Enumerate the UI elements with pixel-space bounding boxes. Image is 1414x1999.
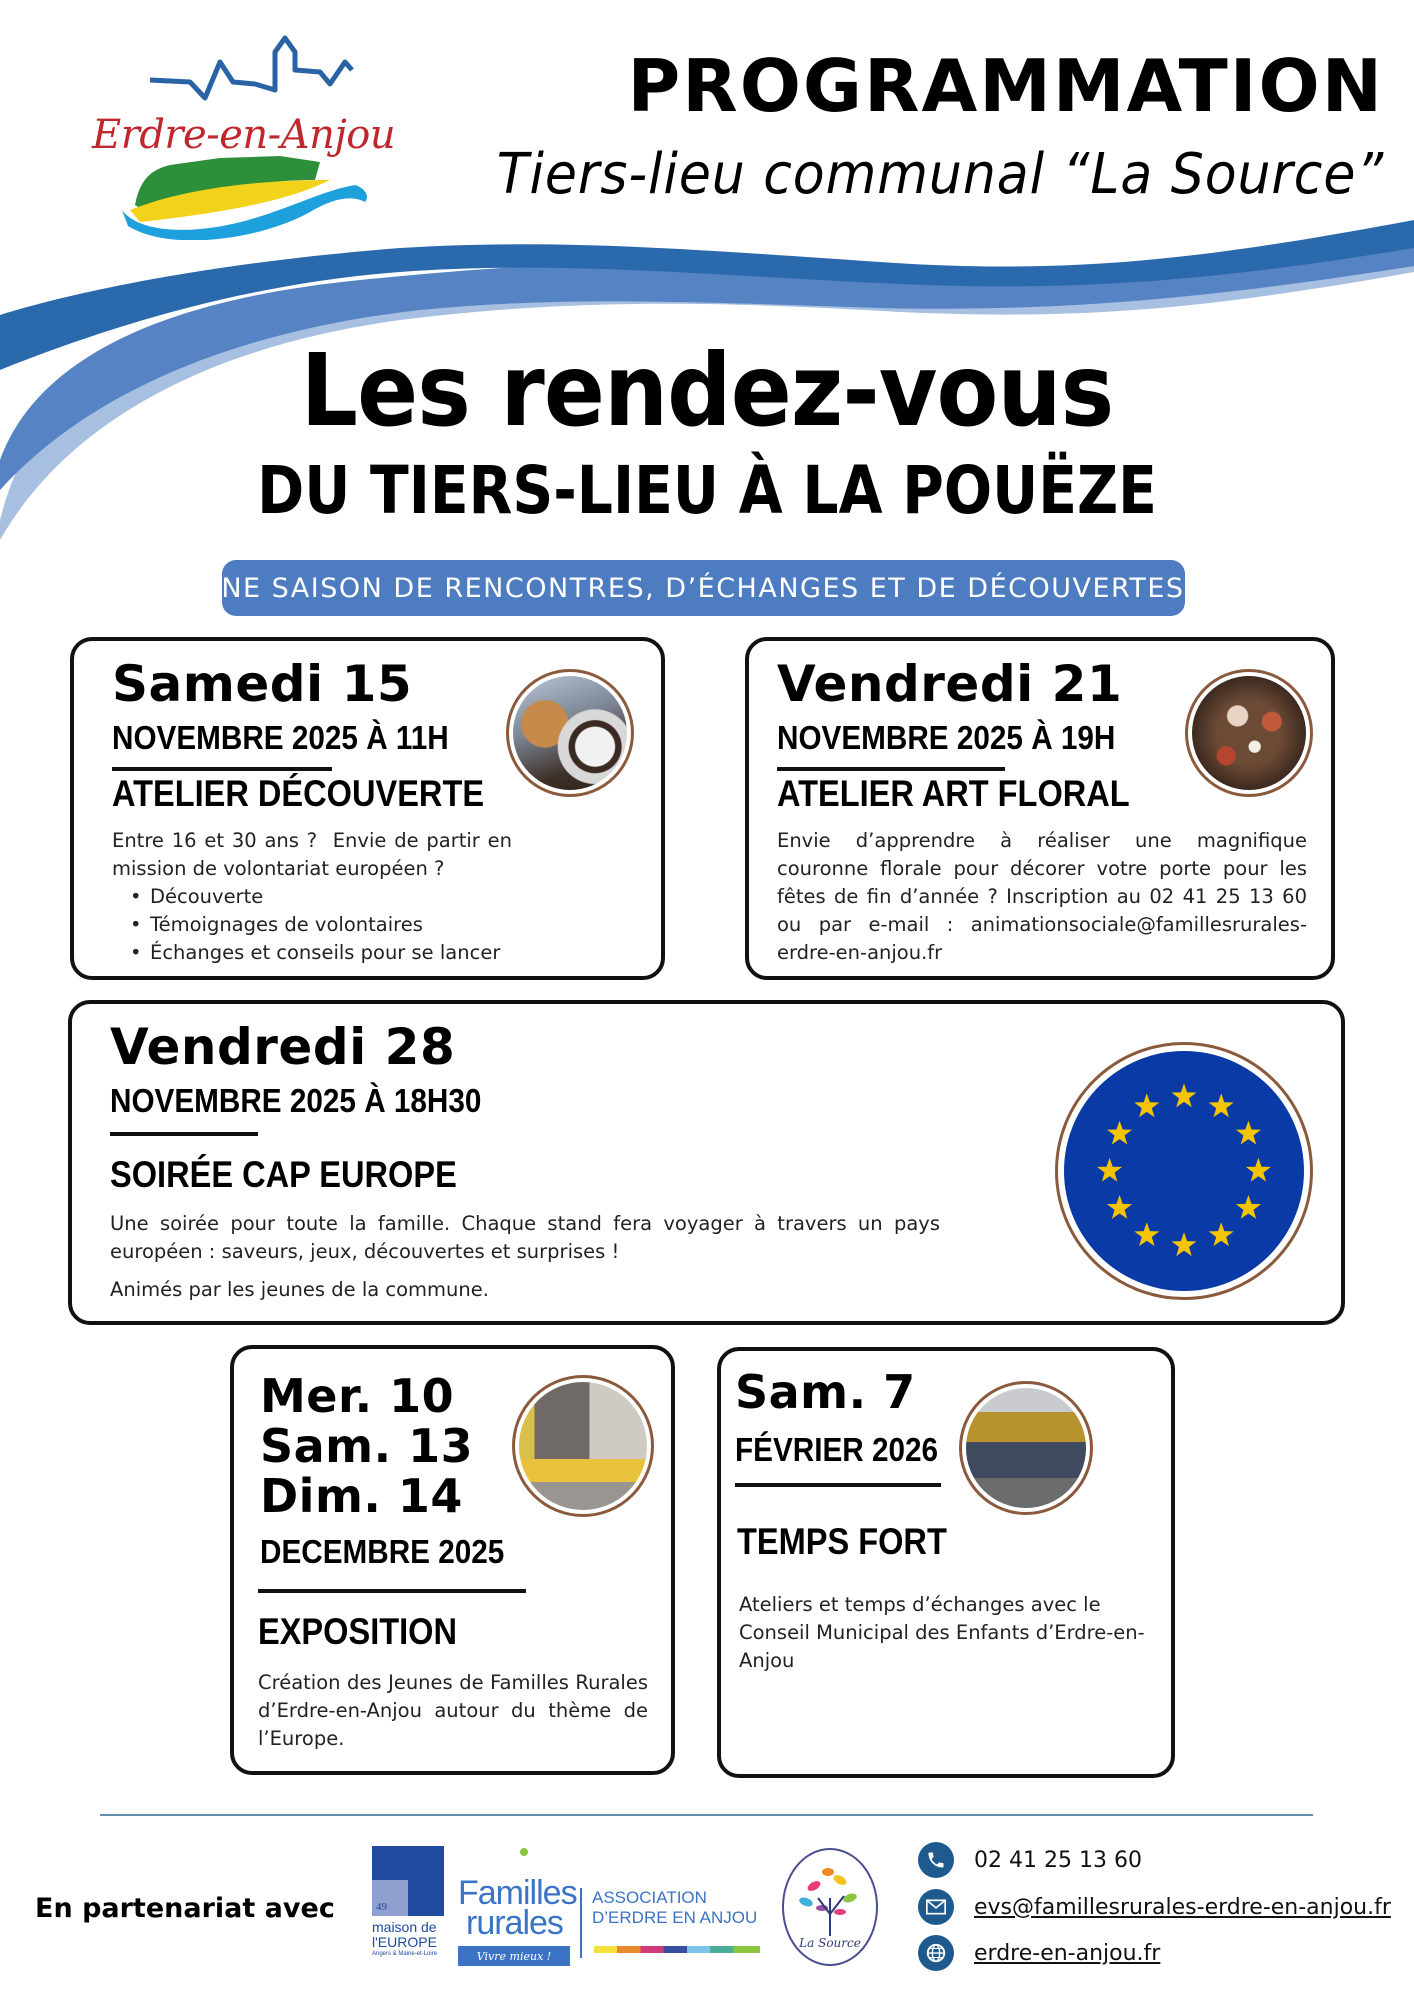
phone-icon	[918, 1842, 954, 1878]
maison-europe-tagline: Angers & Maine-et-Loire	[372, 1951, 438, 1957]
eu-star-icon	[1209, 1222, 1234, 1246]
event-day: Sam. 7	[735, 1365, 916, 1419]
event-description: Entre 16 et 30 ans ? Envie de partir en mission de volontariat européen ?	[112, 829, 512, 880]
maison-europe-line2: l'EUROPE	[372, 1934, 437, 1950]
contact-email[interactable]	[918, 1889, 1391, 1925]
event-description-secondary: Animés par les jeunes de la commune.	[110, 1278, 489, 1301]
website-link[interactable]: erdre-en-anjou.fr	[974, 1940, 1161, 1966]
event-description: Envie d’apprendre à réaliser une magnifique couronne florale pour décorer votre porte pour les fêtes de fin d’année ? Inscription au 02 41 25 13 60 ou par e-mail : animationsociale@famillesrurales-erdre-en-anjou.fr	[777, 829, 1307, 964]
event-day: Samedi 15	[112, 655, 413, 713]
color-stripe	[594, 1946, 760, 1953]
hero-title: Les rendez-vous	[300, 332, 1114, 449]
event-card-exposition	[230, 1345, 675, 1775]
eu-flag-graphic	[1064, 1051, 1304, 1291]
event-card-atelier-decouverte	[70, 637, 665, 980]
page-title: PROGRAMMATION	[627, 44, 1384, 128]
event-card-temps-fort	[717, 1347, 1175, 1778]
globe-icon	[918, 1935, 954, 1971]
eu-star-icon	[1097, 1158, 1122, 1182]
maison-europe-line1: maison de	[372, 1919, 437, 1935]
familles-rurales-line2: rurales	[466, 1904, 563, 1942]
erdre-en-anjou-logo	[80, 30, 410, 240]
familles-rurales-logo	[458, 1848, 768, 1968]
hero-subtitle: DU TIERS-LIEU À LA POUËZE	[257, 452, 1157, 529]
event-day: Vendredi 21	[777, 655, 1123, 713]
tagline-text: UNE SAISON DE RENCONTRES, D’ÉCHANGES ET DE DÉCOUVERTES !	[200, 572, 1207, 604]
eu-star-icon	[1236, 1121, 1261, 1145]
email-link[interactable]: evs@famillesrurales-erdre-en-anjou.fr	[974, 1894, 1391, 1920]
mail-icon	[918, 1889, 954, 1925]
eu-flag	[1055, 1042, 1313, 1300]
contact-phone[interactable]	[918, 1842, 1142, 1878]
phone-number: 02 41 25 13 60	[974, 1847, 1142, 1873]
floral-wreath-photo	[1185, 669, 1313, 797]
eu-star-icon	[1246, 1158, 1271, 1182]
list-item: • Témoignages de volontaires	[112, 911, 592, 939]
eu-star-icon	[1171, 1083, 1196, 1107]
familles-rurales-line1: Familles	[458, 1874, 577, 1912]
divider	[777, 767, 1005, 771]
association-line2: D’ERDRE EN ANJOU	[592, 1908, 758, 1927]
event-date: FÉVRIER 2026	[735, 1431, 939, 1468]
eu-star-icon	[1107, 1121, 1132, 1145]
event-day-2: Sam. 13	[260, 1419, 474, 1473]
association-line1: ASSOCIATION	[592, 1888, 707, 1907]
event-title: TEMPS FORT	[737, 1521, 947, 1562]
eu-star-icon	[1134, 1093, 1159, 1117]
event-date: NOVEMBRE 2025 À 11H	[112, 719, 449, 756]
event-title: ATELIER DÉCOUVERTE	[112, 773, 485, 814]
maison-europe-number: 49	[376, 1901, 387, 1913]
eu-star-icon	[1236, 1195, 1261, 1219]
list-item: • Découverte	[112, 883, 592, 911]
tagline-banner	[200, 560, 1207, 616]
eu-star-icon	[1107, 1195, 1132, 1219]
tree-icon	[784, 1858, 876, 1938]
event-description: Une soirée pour toute la famille. Chaque stand fera voyager à travers un pays européen : saveurs, jeux, découvertes et surprises !	[110, 1212, 940, 1263]
event-day: Vendredi 28	[110, 1018, 456, 1076]
logo-wordmark: Erdre-en-Anjou	[92, 112, 396, 158]
event-card-atelier-art-floral	[745, 637, 1335, 980]
page-subtitle: Tiers-lieu communal “La Source”	[496, 142, 1384, 207]
divider	[258, 1589, 526, 1593]
event-date: NOVEMBRE 2025 À 19H	[777, 719, 1116, 756]
children-council-photo	[959, 1381, 1093, 1515]
event-card-soiree-cap-europe	[68, 1000, 1345, 1325]
footer-divider	[100, 1814, 1313, 1816]
familles-rurales-figure-icon	[520, 1848, 528, 1856]
eu-star-icon	[1134, 1222, 1159, 1246]
exhibition-photo	[512, 1375, 654, 1517]
divider	[110, 1132, 258, 1136]
list-item: • Échanges et conseils pour se lancer	[112, 939, 592, 967]
event-bullet-list	[112, 883, 592, 967]
event-title: EXPOSITION	[258, 1611, 458, 1652]
divider	[112, 767, 332, 771]
event-title: SOIRÉE CAP EUROPE	[110, 1154, 457, 1195]
event-date: NOVEMBRE 2025 À 18H30	[110, 1082, 482, 1119]
eu-star-icon	[1171, 1232, 1196, 1256]
partner-label: En partenariat avec	[35, 1893, 335, 1924]
la-source-logo	[782, 1848, 878, 1966]
event-date: DECEMBRE 2025	[260, 1533, 505, 1570]
event-title: ATELIER ART FLORAL	[777, 773, 1130, 814]
divider	[735, 1483, 941, 1487]
contact-website[interactable]	[918, 1935, 1160, 1971]
eu-star-icon	[1209, 1093, 1234, 1117]
maison-europe-logo	[372, 1846, 444, 1970]
event-description: Ateliers et temps d’échanges avec le Conseil Municipal des Enfants d’Erdre-en-Anjou	[739, 1593, 1145, 1672]
la-source-name: La Source	[799, 1936, 861, 1950]
familles-rurales-slogan: Vivre mieux !	[458, 1946, 570, 1966]
coffee-croissant-photo	[506, 669, 634, 797]
event-day-3: Dim. 14	[260, 1469, 463, 1523]
event-description: Création des Jeunes de Familles Rurales d’Erdre-en-Anjou autour du thème de l’Europe.	[258, 1671, 648, 1750]
event-day-1: Mer. 10	[260, 1369, 455, 1423]
